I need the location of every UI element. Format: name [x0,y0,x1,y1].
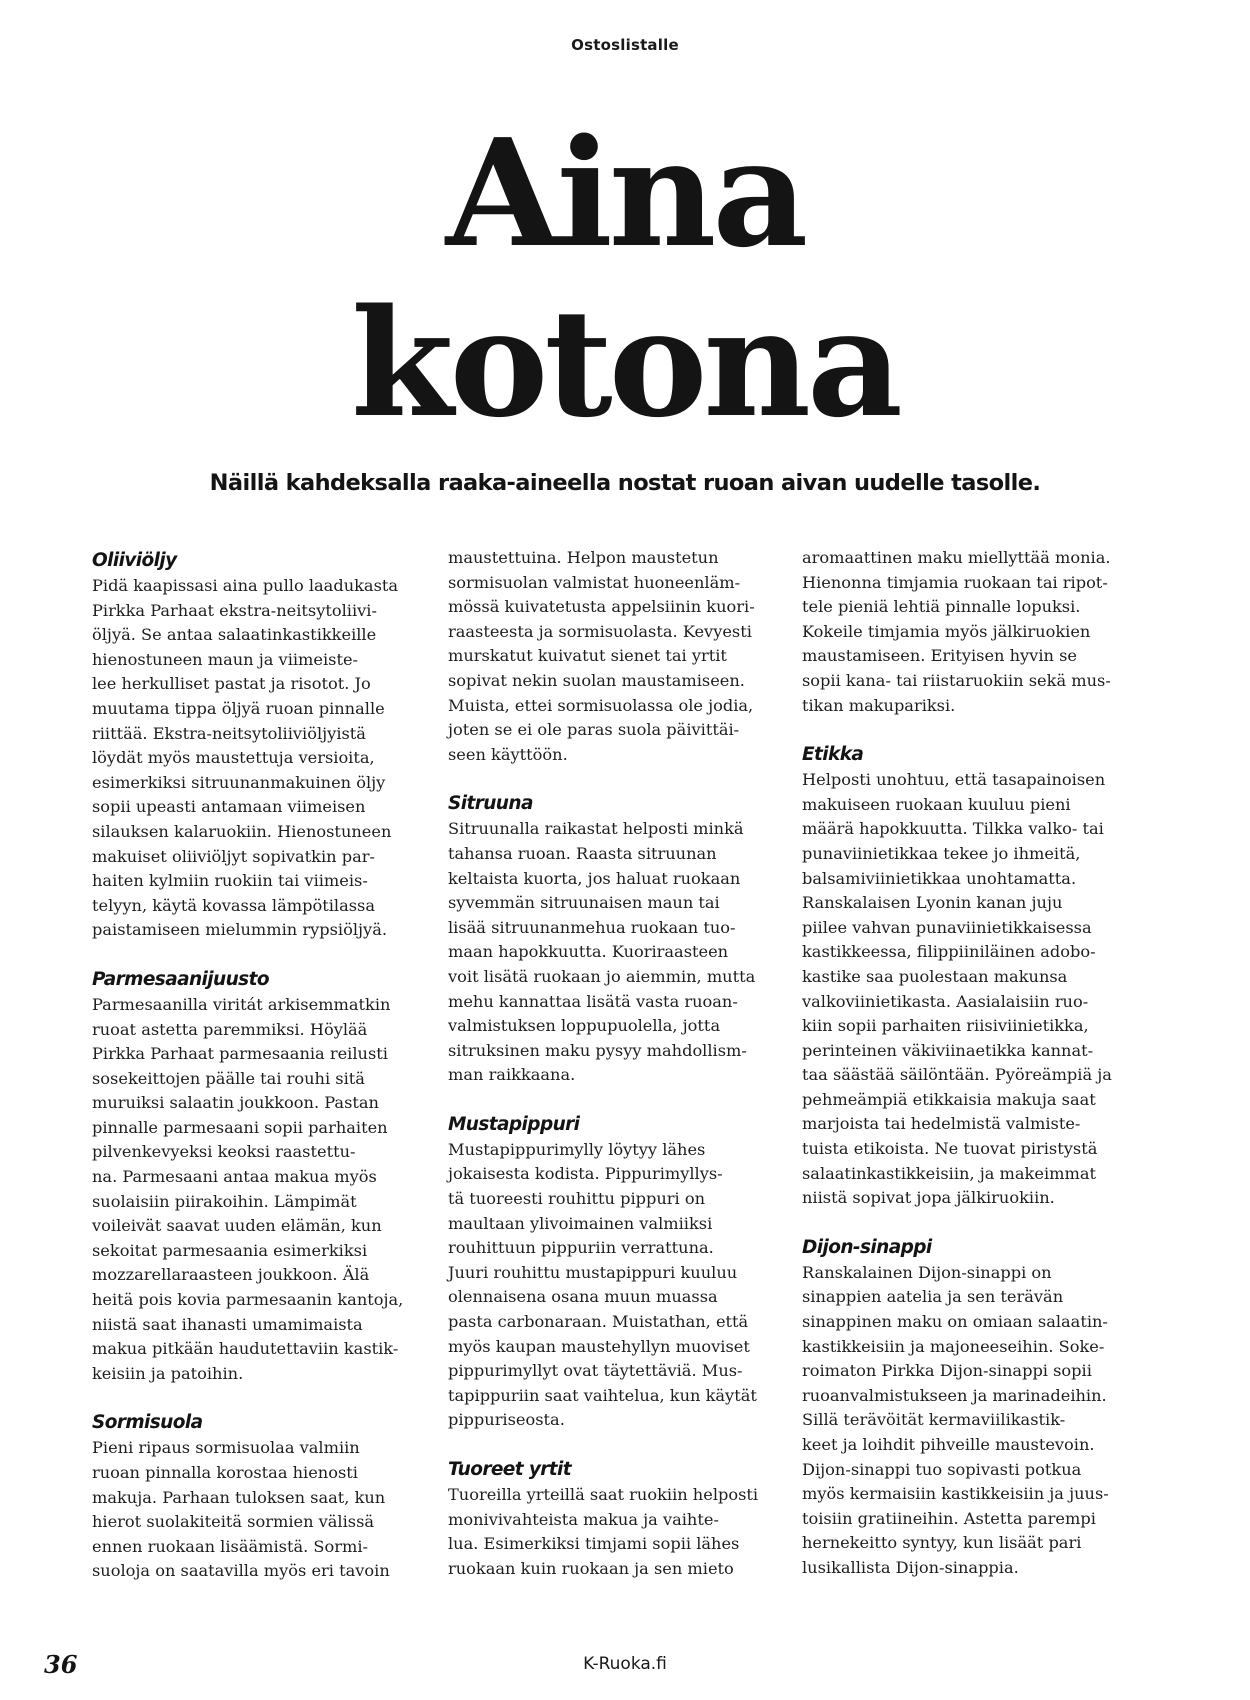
article-column-2 [448,546,780,1581]
article-column-1 [92,548,424,1584]
body-text-line: tä tuoreesti rouhittu pippuri on [448,1189,706,1209]
body-text-line: pippuriseosta. [448,1410,565,1430]
body-text-line: lee herkulliset pastat ja risotot. Jo [92,674,371,694]
body-text-line: löydät myös maustettuja versioita, [92,748,375,768]
body-text-line: voit lisätä ruokaan jo aiemmin, mutta [448,966,756,986]
body-text-line: maustamiseen. Erityisen hyvin se [802,646,1077,666]
body-text-line: muruiksi salaatin joukkoon. Pastan [92,1093,379,1113]
body-text-line: kastikkeisiin ja majoneeseihin. Soke- [802,1336,1105,1356]
section-body [448,1483,780,1581]
body-text-line: sinappinen maku on omiaan salaatin- [802,1312,1108,1332]
page-number: 36 [44,1650,78,1679]
section-body [448,1138,780,1433]
body-text-line: haiten kylmiin ruokiin tai viimeis- [92,871,368,891]
body-text-line: Sitruunalla raikastat helposti minkä [448,819,744,839]
section-body [92,1436,424,1584]
body-text-line: ruoan pinnalla korostaa hienosti [92,1463,358,1482]
body-text-line: monivivahteista makua ja vaihte- [448,1509,719,1529]
title-line-2: kotona [351,276,899,450]
section-body [92,993,424,1387]
body-text-line: telyyn, käytä kovassa lämpötilassa [92,895,375,915]
section-heading: Sormisuola [92,1412,203,1434]
section-heading: Tuoreet yrtit [448,1459,572,1480]
body-text-line: roimaton Pirkka Dijon-sinappi sopii [802,1361,1092,1381]
section-heading: Dijon-sinappi [802,1236,932,1258]
section-heading: Parmesaanijuusto [92,968,269,990]
body-text-line: tele pieniä lehtiä pinnalle lopuksi. [802,597,1081,617]
body-text-line: sopivat nekin suolan maustamiseen. [448,670,745,690]
page-title [0,108,1250,448]
body-text-line: Sillä terävöität kermaviilikastik- [802,1410,1066,1430]
body-text-line: makua pitkään haudutettaviin kastik- [92,1339,399,1359]
section-heading: Oliiviöljy [92,550,177,571]
section-heading: Sitruuna [448,793,533,815]
body-text-line: Kokeile timjamia myös jälkiruokien [802,621,1091,641]
article-column-3 [802,546,1134,1581]
body-text-line: Tuoreilla yrteillä saat ruokiin helposti [448,1485,759,1504]
body-text-line: aromaattinen maku miellyttää monia. [802,548,1111,567]
body-text-line: sosekeittojen päälle tai rouhi sitä [92,1068,365,1088]
body-text-line: myös kaupan maustehyllyn muoviset [448,1336,750,1356]
body-text-line: valmistuksen loppupuolella, jotta [448,1016,721,1036]
body-text-line: tikan makupariksi. [802,695,956,715]
section-kicker: Ostoslistalle [571,36,679,54]
body-text-line: mehu kannattaa lisätä vasta ruoan- [448,991,738,1011]
body-text-line: ruoanvalmistukseen ja marinadeihin. [802,1385,1107,1405]
section-body [802,1261,1134,1581]
body-text-line: ruokaan kuin ruokaan ja sen mieto [448,1558,734,1578]
body-text-line: sopii upeasti antamaan viimeisen [92,797,366,817]
body-text-line: perinteinen väkiviinaetikka kannat- [802,1040,1094,1060]
body-text-line: balsamiviinietikkaa unohtamatta. [802,868,1077,888]
body-text-line: suoloja on saatavilla myös eri tavoin [92,1561,390,1581]
body-text-line: maultaan ylivoimainen valmiiksi [448,1213,713,1233]
body-text-line: sitruksinen maku pysyy mahdollism- [448,1040,747,1060]
body-text-line: syvemmän sitruunaisen maun tai [448,893,720,913]
body-text-line: Ranskalainen Dijon-sinappi on [802,1262,1052,1282]
body-text-line: pippurimyllyt ovat täytettäviä. Mus- [448,1361,743,1381]
body-text-line: niistä saat ihanasti umamimaista [92,1314,363,1334]
body-text-line: makuiset oliiviöljyt sopivatkin par- [92,846,375,866]
body-text-line: kastike saa puolestaan makunsa [802,966,1068,986]
title-line-1: Aina [445,106,805,280]
body-text-line: mössä kuivatetusta appelsiinin kuori- [448,597,755,617]
body-text-line: man raikkaana. [448,1065,576,1085]
body-text-line: Dijon-sinappi tuo sopivasti potkua [802,1459,1082,1479]
body-text-line: keet ja loihdit pihveille maustevoin. [802,1435,1095,1454]
body-text-line: tapippuriin saat vaihtelua, kun käytät [448,1385,757,1405]
body-text-line: Pirkka Parhaat parmesaania reilusti [92,1044,388,1064]
body-text-line: piilee vahvan punaviinietikkaisessa [802,917,1092,937]
body-text-line: voileivät saavat uuden elämän, kun [92,1216,382,1236]
body-text-line: makuja. Parhaan tuloksen saat, kun [92,1487,386,1507]
body-text-line: pehmeämpiä etikkaisia makuja saat [802,1089,1096,1109]
body-text-line: ruoat astetta paremmiksi. Höylää [92,1019,368,1039]
body-text-line: esimerkiksi sitruunanmakuinen öljy [92,772,386,792]
body-text-line: myös kermaisiin kastikkeisiin ja juus- [802,1484,1109,1504]
body-text-line: Pirkka Parhaat ekstra-neitsytoliivi- [92,600,377,620]
body-text-line: öljyä. Se antaa salaatinkastikkeille [92,625,377,645]
body-text-line: Pieni ripaus sormisuolaa valmiin [92,1438,360,1458]
body-text-line: sekoitat parmesaania esimerkiksi [92,1240,368,1260]
body-text-line: kiin sopii parhaiten riisiviinietikka, [802,1016,1089,1036]
section-body [92,574,424,943]
body-text-line: na. Parmesaani antaa makua myös [92,1167,377,1187]
body-text-line: Pidä kaapissasi aina pullo laadukasta [92,576,399,595]
body-text-line: määrä hapokkuutta. Tilkka valko- tai [802,819,1104,839]
body-text-line: lusikallista Dijon-sinappia. [802,1557,1019,1577]
body-text-line: suolaisiin piirakoihin. Lämpimät [92,1191,357,1211]
body-text-line: Parmesaanilla viritát arkisemmatkin [92,994,391,1014]
body-text-line: Hienonna timjamia ruokaan tai ripot- [802,572,1108,592]
section-heading: Etikka [802,744,864,766]
body-text-line: lisää sitruunanmehua ruokaan tuo- [448,917,736,937]
body-text-line: maustettuina. Helpon maustetun [448,548,719,567]
body-text-line: sormisuolan valmistat huoneenläm- [448,572,741,592]
body-text-line: ennen ruokaan lisäämistä. Sormi- [92,1536,368,1556]
body-text-line: maan hapokkuutta. Kuoriraasteen [448,942,729,962]
body-text-line: muutama tippa öljyä ruoan pinnalle [92,698,385,718]
body-text-line: salaatinkastikkeisiin, ja makeimmat [802,1163,1096,1183]
section-body [448,817,780,1088]
section-heading: Mustapippuri [448,1113,580,1135]
body-text-line: Helposti unohtuu, että tasapainoisen [802,770,1106,790]
body-text-line: hierot suolakiteitä sormien välissä [92,1512,375,1532]
body-text-line: mozzarellaraasteen joukkoon. Älä [92,1265,370,1285]
body-text-line: tuista etikoista. Ne tuovat piristystä [802,1139,1098,1159]
body-text-line: marjoista tai hedelmistä valmiste- [802,1114,1081,1134]
body-text-line: lua. Esimerkiksi timjami sopii lähes [448,1534,740,1554]
body-text-line: joten se ei ole paras suola päivittäi- [448,720,740,740]
body-text-line: hienostuneen maun ja viimeiste- [92,649,359,669]
footer-site: K-Ruoka.fi [583,1654,667,1674]
section-body [802,546,1134,718]
body-text-line: heitä pois kovia parmesaanin kantoja, [92,1290,404,1310]
body-text-line: Muista, ettei sormisuolassa ole jodia, [448,695,754,715]
body-text-line: raasteesta ja sormisuolasta. Kevyesti [448,621,752,641]
body-text-line: keisiin ja patoihin. [92,1363,244,1383]
body-text-line: jokaisesta kodista. Pippurimyllys- [448,1164,723,1184]
body-text-line: Juuri rouhittu mustapippuri kuuluu [448,1262,738,1282]
body-text-line: hernekeitto syntyy, kun lisäät pari [802,1533,1082,1553]
body-text-line: sinappien aatelia ja sen terävän [802,1287,1064,1307]
body-text-line: pasta carbonaraan. Muistathan, että [448,1312,749,1332]
body-text-line: seen käyttöön. [448,744,568,764]
body-text-line: paistamiseen mielummin rypsiöljyä. [92,920,387,940]
body-text-line: toisiin gratiineihin. Astetta parempi [802,1508,1096,1528]
body-text-line: pilvenkevyeksi keoksi raastettu- [92,1142,356,1162]
body-text-line: olennaisena osana muun muassa [448,1287,718,1307]
lead-paragraph: Näillä kahdeksalla raaka-aineella nostat ruoan aivan uudelle tasolle. [209,470,1041,496]
body-text-line: pinnalle parmesaani sopii parhaiten [92,1117,388,1137]
body-text-line: rouhittuun pippuriin verrattuna. [448,1238,714,1258]
body-text-line: niistä sopivat jopa jälkiruokiin. [802,1188,1055,1208]
section-body [448,546,780,767]
body-text-line: murskatut kuivatut sienet tai yrtit [448,646,727,666]
body-text-line: taa säästää säilöntään. Pyöreämpiä ja [802,1065,1112,1085]
body-text-line: Mustapippurimylly löytyy lähes [448,1139,706,1159]
body-text-line: makuiseen ruokaan kuuluu pieni [802,794,1071,814]
section-body [802,768,1134,1211]
body-text-line: riittää. Ekstra-neitsytoliiviöljyistä [92,723,366,743]
body-text-line: tahansa ruoan. Raasta sitruunan [448,843,717,863]
body-text-line: sopii kana- tai riistaruokiin sekä mus- [802,670,1111,690]
body-text-line: Ranskalaisen Lyonin kanan juju [802,893,1063,913]
body-text-line: keltaista kuorta, jos haluat ruokaan [448,868,741,888]
body-text-line: silauksen kalaruokiin. Hienostuneen [92,821,392,841]
body-text-line: punaviinietikkaa tekee jo ihmeitä, [802,843,1081,863]
body-text-line: kastikkeessa, filippiiniläinen adobo- [802,942,1096,962]
body-text-line: valkoviinietikasta. Aasialaisiin ruo- [802,991,1089,1011]
